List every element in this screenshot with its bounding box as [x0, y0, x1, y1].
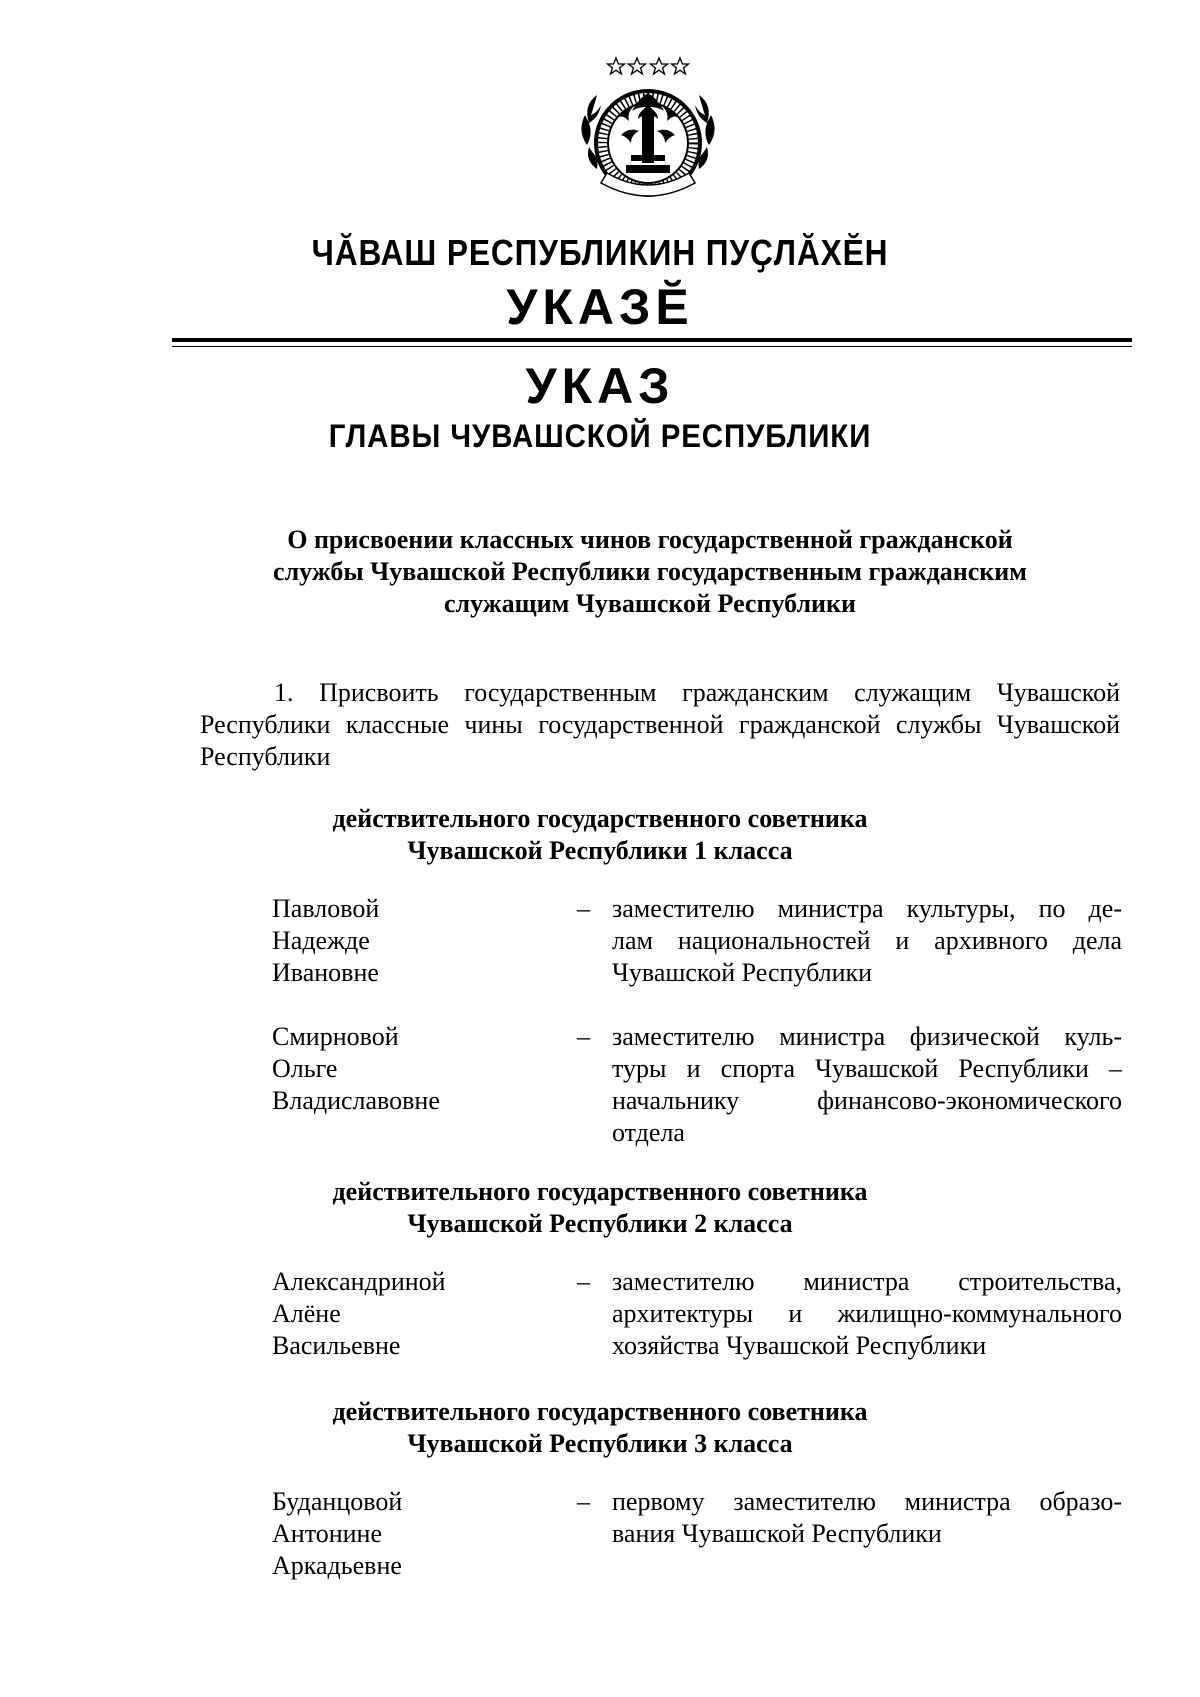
header-russian-decree: УКАЗ: [525, 358, 675, 414]
paragraph-1: 1. Присвоить государственным гражданским служащим Чувашской Республики классные чины государственной гражданской службы Чувашской Республики: [200, 678, 1120, 771]
appointee-position: [612, 1486, 1122, 1550]
appointee-name: [272, 1266, 552, 1362]
name-line: Владиславовне: [272, 1086, 440, 1115]
subject-line: служащим Чувашской Республики: [444, 589, 856, 618]
name-line: Антонине: [272, 1519, 382, 1548]
name-line: Ольге: [272, 1054, 338, 1083]
position-line: архитектуры и жилищно-коммунального: [612, 1299, 1122, 1328]
entry-dash: –: [577, 1487, 590, 1516]
rank-heading-2: [0, 1176, 1200, 1240]
entry-dash: –: [577, 1022, 590, 1051]
name-line: Александриной: [272, 1267, 446, 1296]
position-line: лам национальностей и архивного дела: [612, 926, 1122, 955]
position-line: заместителю министра физической куль-: [612, 1022, 1122, 1051]
rank-heading-line: Чувашской Республики 1 класса: [407, 836, 793, 865]
rank-heading-line: действительного государственного советника: [332, 1177, 868, 1206]
appointee-name: [272, 893, 552, 989]
header-chuvash-decree: УКАЗĔ: [506, 279, 694, 335]
position-line: заместителю министра строительства,: [612, 1267, 1122, 1296]
position-line: хозяйства Чувашской Республики: [612, 1331, 987, 1360]
rank-heading-line: действительного государственного советника: [332, 1397, 868, 1426]
entry-dash: –: [577, 1267, 590, 1296]
position-line: начальнику финансово-экономического: [612, 1086, 1122, 1115]
entry-dash: –: [577, 894, 590, 923]
position-line: заместителю министра культуры, по де-: [612, 894, 1122, 923]
name-line: Надежде: [272, 926, 370, 955]
position-line: туры и спорта Чувашской Республики –: [612, 1054, 1122, 1083]
rank-heading-3: [0, 1396, 1200, 1460]
decree-subject: [200, 524, 1100, 620]
name-line: Алёне: [272, 1299, 341, 1328]
header-rule-thick: [172, 338, 1132, 342]
position-line: Чувашской Республики: [612, 958, 873, 987]
name-line: Аркадьевне: [272, 1551, 402, 1580]
position-line: вания Чувашской Республики: [612, 1519, 942, 1548]
appointee-position: [612, 1266, 1122, 1362]
rank-heading-1: [0, 803, 1200, 867]
rank-heading-line: действительного государственного советника: [332, 804, 868, 833]
subject-line: О присвоении классных чинов государственной гражданской: [287, 525, 1013, 554]
name-line: Буданцовой: [272, 1487, 403, 1516]
rank-heading-line: Чувашской Республики 2 класса: [407, 1209, 793, 1238]
name-line: Смирновой: [272, 1022, 399, 1051]
appointee-position: [612, 893, 1122, 989]
chuvash-emblem-icon: [571, 55, 725, 210]
header-russian-title: ГЛАВЫ ЧУВАШСКОЙ РЕСПУБЛИКИ: [328, 418, 872, 454]
appointee-position: [612, 1021, 1122, 1149]
subject-line: службы Чувашской Республики государственным гражданским: [273, 557, 1027, 586]
name-line: Павловой: [272, 894, 380, 923]
appointee-name: [272, 1021, 552, 1117]
name-line: Васильевне: [272, 1331, 401, 1360]
position-line: отдела: [612, 1118, 685, 1147]
name-line: Ивановне: [272, 958, 379, 987]
position-line: первому заместителю министра образо-: [612, 1487, 1122, 1516]
rank-heading-line: Чувашской Республики 3 класса: [407, 1429, 793, 1458]
header-chuvash-title: ЧĂВАШ РЕСПУБЛИКИН ПУҪЛĂХĔН: [311, 232, 889, 273]
header-rule-thin: [172, 346, 1132, 347]
appointee-name: [272, 1486, 552, 1582]
